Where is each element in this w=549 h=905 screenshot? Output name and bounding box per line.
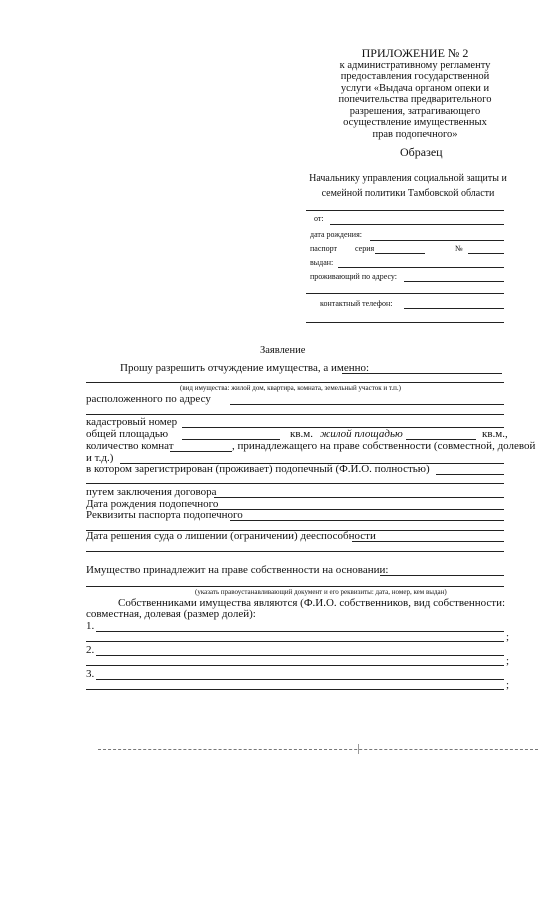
owner-field-3[interactable] <box>96 679 504 680</box>
sqm-label: кв.м. <box>290 428 313 440</box>
document-title: Заявление <box>260 345 306 356</box>
owner-field-3b[interactable] <box>86 689 504 690</box>
appendix-title: ПРИЛОЖЕНИЕ № 2 <box>361 46 469 60</box>
series-field[interactable] <box>375 253 425 254</box>
appendix-line: разрешения, затрагивающего <box>349 105 481 117</box>
owner-item-number: 3. <box>86 668 95 680</box>
phone-field[interactable] <box>404 308 504 309</box>
registered-field-2[interactable] <box>86 483 504 484</box>
appendix-line: предоставления государственной <box>340 71 490 82</box>
semicolon: ; <box>506 631 510 643</box>
applicant-top-line <box>306 210 504 211</box>
addressee-line: семейной политики Тамбовской области <box>321 188 495 199</box>
scan-artifact-line <box>98 749 538 750</box>
from-field[interactable] <box>330 224 504 225</box>
owners-text: Собственниками имущества являются (Ф.И.О. собственников, вид собственности: <box>118 597 506 609</box>
court-date-field-2[interactable] <box>86 551 504 552</box>
owners-text-2: совместная, долевая (размер долей): <box>86 608 256 620</box>
ward-passport-label: Реквизиты паспорта подопечного <box>86 509 243 521</box>
sqm-label-2: кв.м., <box>482 428 508 440</box>
owned-basis-label: Имущество принадлежит на праве собственности на основании: <box>86 564 389 576</box>
birth-date-label: дата рождения: <box>310 230 362 239</box>
ward-passport-field[interactable] <box>230 520 504 521</box>
number-field[interactable] <box>468 253 504 254</box>
residing-label: проживающий по адресу: <box>310 272 398 281</box>
appendix-line: осуществление имущественных <box>343 117 487 128</box>
rooms-label: количество комнат <box>86 440 174 452</box>
series-label: серия <box>355 244 375 253</box>
passport-label: паспорт <box>310 244 338 253</box>
birth-date-field[interactable] <box>370 240 504 241</box>
applicant-bottom-line <box>306 322 504 323</box>
owner-item-number: 1. <box>86 620 95 632</box>
owner-field-1[interactable] <box>96 631 504 632</box>
property-hint: (вид имущества: жилой дом, квартира, комната, земельный участок и т.п.) <box>180 384 401 392</box>
semicolon: ; <box>506 679 510 691</box>
ward-birth-field[interactable] <box>210 509 504 510</box>
residing-field[interactable] <box>404 281 504 282</box>
appendix-line: к административному регламенту <box>339 59 491 71</box>
issued-label: выдан: <box>310 258 334 267</box>
court-date-label: Дата решения суда о лишении (ограничении) дееспособности <box>86 530 376 542</box>
sample-label: Образец <box>400 145 443 159</box>
property-field-2[interactable] <box>86 382 504 383</box>
contract-field[interactable] <box>214 497 504 498</box>
owned-basis-field[interactable] <box>380 575 504 576</box>
registered-field[interactable] <box>436 474 504 475</box>
appendix-line: прав подопечного» <box>372 128 458 140</box>
ward-birth-label: Дата рождения подопечного <box>86 498 219 510</box>
court-date-field[interactable] <box>352 541 504 542</box>
addressee <box>308 171 508 201</box>
scan-artifact-tick <box>358 744 359 754</box>
request-text: Прошу разрешить отчуждение имущества, а именно: <box>120 362 370 374</box>
ownership-text: , принадлежащего на праве собственности (совместной, долевой <box>232 440 536 452</box>
phone-label: контактный телефон: <box>320 299 393 308</box>
residing-field-2[interactable] <box>306 293 504 294</box>
owner-field-2[interactable] <box>96 655 504 656</box>
etc-label: и т.д.) <box>86 452 114 464</box>
owned-basis-field-2[interactable] <box>86 586 504 587</box>
from-label: от: <box>314 214 324 223</box>
owner-field-1b[interactable] <box>86 641 504 642</box>
owner-field-2b[interactable] <box>86 665 504 666</box>
located-label: расположенного по адресу <box>86 393 211 405</box>
doc-hint: (указать правоустанавливающий документ и его реквизиты: дата, номер, кем выдан) <box>195 588 447 596</box>
address-field-2[interactable] <box>86 414 504 415</box>
appendix-block <box>330 48 500 140</box>
living-area-label: жилой площадью <box>320 428 403 440</box>
contract-label: путем заключения договора <box>86 486 217 498</box>
cadastral-label: кадастровый номер <box>86 416 178 428</box>
appendix-line: попечительства предварительного <box>338 94 492 105</box>
address-field[interactable] <box>230 404 504 405</box>
appendix-line: услуги «Выдача органом опеки и <box>340 82 490 94</box>
registered-label: в котором зарегистрирован (проживает) подопечный (Ф.И.О. полностью) <box>86 463 430 475</box>
issued-field[interactable] <box>338 267 504 268</box>
property-field[interactable] <box>342 373 502 374</box>
addressee-line: Начальнику управления социальной защиты и <box>309 173 507 184</box>
number-label: № <box>455 244 463 253</box>
rooms-field[interactable] <box>170 451 232 452</box>
semicolon: ; <box>506 655 510 667</box>
owner-item-number: 2. <box>86 644 95 656</box>
total-area-label: общей площадью <box>86 428 169 440</box>
